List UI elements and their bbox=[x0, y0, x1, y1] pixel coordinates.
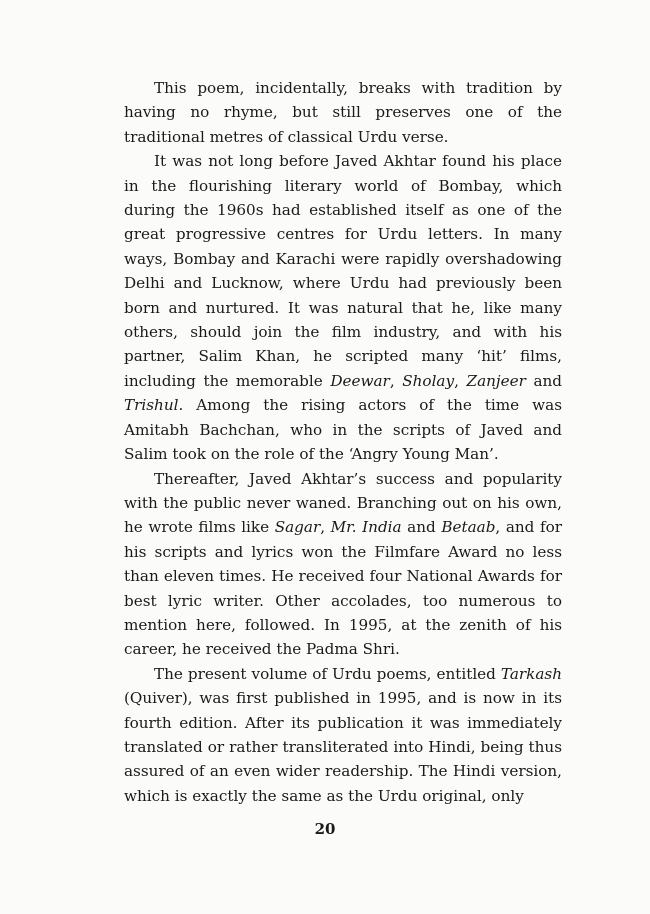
text-run: , bbox=[389, 371, 403, 390]
text-run: (Quiver), was first published in 1995, and is now in its fourth edition. After its publication it was immediately translated or rather transliterated into Hindi, being thus assured of an even wider readership. The Hindi version, which is exactly the same as the Urdu original, only bbox=[124, 689, 562, 805]
text-run: It was not long before Javed Akhtar found his place in the flourishing literary world of Bombay, which during the 1960s had established itself as one of the great progressive centres for Urdu letters. In many ways, Bombay and Karachi were rapidly overshadowing Delhi and Lucknow, where Urdu had previously been born and nurtured. It was natural that he, like many others, should join the film industry, and with his partner, Salim Khan, he scripted many ‘hit’ films, including the memorable bbox=[124, 152, 562, 390]
text-run: . Among the rising actors of the time was Amitabh Bachchan, who in the scripts of Javed and Salim took on the role of the ‘Angry Young Man’. bbox=[124, 396, 562, 464]
paragraph-2 bbox=[124, 149, 562, 466]
paragraph-1 bbox=[124, 76, 562, 149]
paragraph-4 bbox=[124, 662, 562, 808]
text-run: Thereafter, Javed Akhtar’s success and popularity with the public never waned. Branching out on his own, he wrote films like bbox=[124, 469, 562, 537]
text-run: and bbox=[525, 371, 563, 390]
text-run: and bbox=[401, 518, 442, 537]
page-number: 20 bbox=[314, 820, 336, 838]
body-text bbox=[124, 76, 562, 808]
film-title: Mr. India bbox=[330, 518, 402, 537]
paragraph-3 bbox=[124, 467, 562, 662]
film-title: Sholay bbox=[402, 371, 455, 390]
text-run: , bbox=[320, 518, 331, 537]
text-run: , and for his scripts and lyrics won the Filmfare Award no less than eleven times. He received four National Awards for best lyric writer. Other accolades, too numerous to mention here, followed. In 1995, at the zenith of his career, he received the Padma Shri. bbox=[124, 518, 563, 659]
film-title: Betaab bbox=[441, 518, 496, 537]
text-run: , bbox=[454, 371, 467, 390]
film-title: Zanjeer bbox=[466, 371, 526, 390]
film-title: Trishul bbox=[124, 396, 179, 415]
film-title: Deewar bbox=[330, 371, 390, 390]
book-title: Tarkash bbox=[500, 664, 562, 683]
text-run: The present volume of Urdu poems, entitled bbox=[154, 664, 501, 683]
text-run: This poem, incidentally, breaks with tradition by having no rhyme, but still preserves one of the traditional metres of classical Urdu verse. bbox=[124, 79, 562, 146]
film-title: Sagar bbox=[274, 518, 321, 537]
